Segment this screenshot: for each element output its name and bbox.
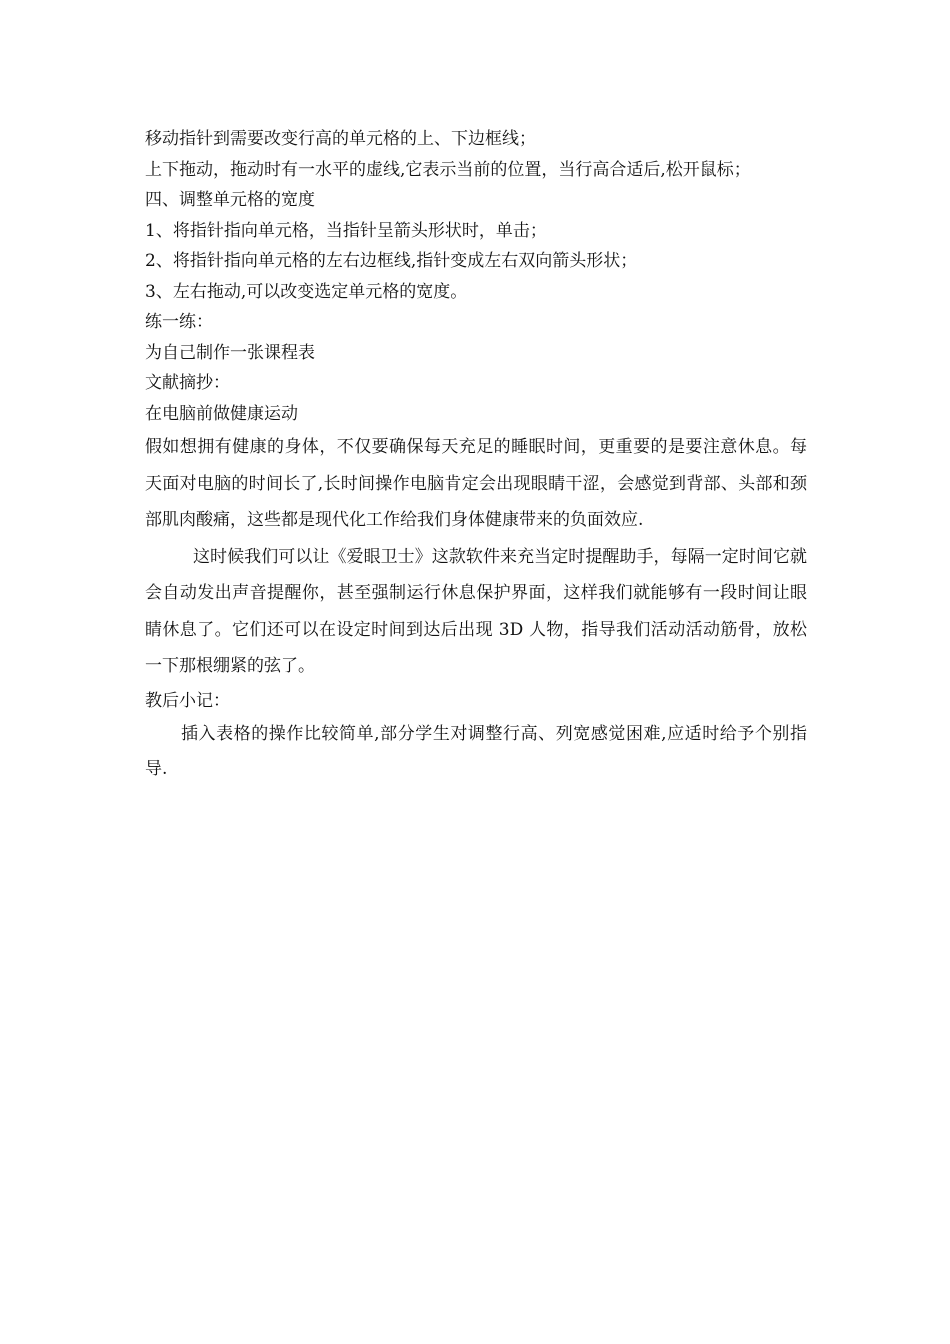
text-line-row-height-target: 移动指针到需要改变行高的单元格的上、下边框线； [145, 129, 536, 149]
text-line-drag-vertical: 上下拖动，拖动时有一水平的虚线,它表示当前的位置，当行高合适后,松开鼠标； [145, 159, 751, 180]
paragraph-health: 假如想拥有健康的身体，不仅要确保每天充足的睡眠时间，更重要的是要注意休息。每天面对电脑的时间长了,长时间操作电脑肯定会出现眼睛干涩，会感觉到背部、头部和颈部肌肉酸痛，这些都是现代化工作给我们身体健康带来的负面效应. [145, 437, 807, 530]
practice-task: 为自己制作一张课程表 [145, 342, 315, 363]
step-3: 3、左右拖动,可以改变选定单元格的宽度。 [145, 281, 468, 302]
excerpt-heading: 文献摘抄： [145, 373, 230, 393]
section-heading-adjust-width: 四、调整单元格的宽度 [145, 190, 315, 210]
step-2: 2、将指针指向单元格的左右边框线,指针变成左右双向箭头形状； [145, 251, 638, 271]
excerpt-title: 在电脑前做健康运动 [145, 403, 298, 424]
teaching-notes-heading: 教后小记： [145, 690, 230, 711]
step-1: 1、将指针指向单元格，当指针呈箭头形状时，单击； [145, 220, 547, 241]
paragraph-teaching-notes: 插入表格的操作比较简单,部分学生对调整行高、列宽感觉困难,应适时给予个别指导. [145, 723, 807, 779]
document-body [145, 124, 815, 787]
paragraph-software: 这时候我们可以让《爱眼卫士》这款软件来充当定时提醒助手，每隔一定时间它就会自动发出声音提醒你，甚至强制运行休息保护界面，这样我们就能够有一段时间让眼睛休息了。它们还可以在设定时间到达后出现 3D 人物，指导我们活动活动筋骨，放松一下那根绷紧的弦了。 [145, 546, 807, 676]
practice-heading: 练一练： [145, 312, 213, 332]
